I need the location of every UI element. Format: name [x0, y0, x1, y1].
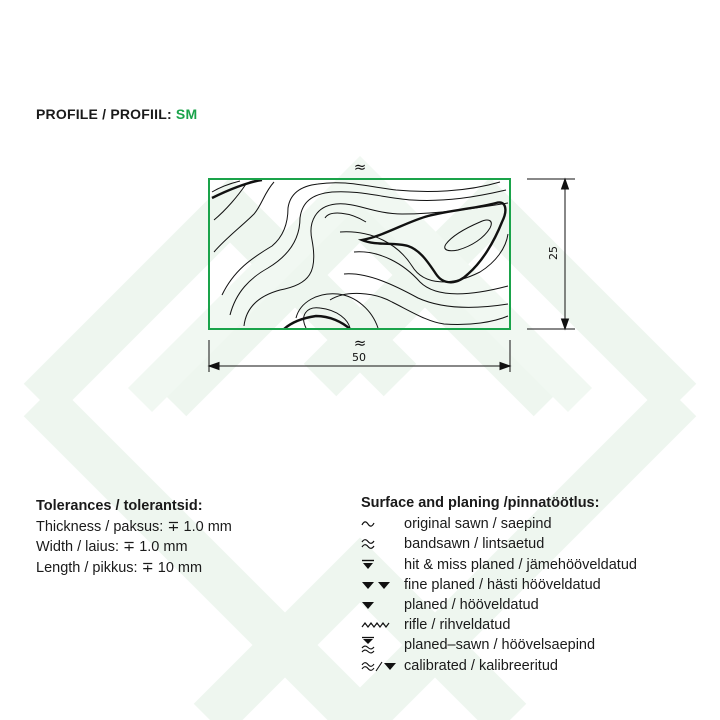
profile-label: PROFILE / PROFIIL:	[36, 106, 172, 122]
top-surface-mark: ≈	[353, 158, 367, 176]
zigzag-icon	[361, 616, 404, 634]
growth-ring-bold	[212, 180, 505, 329]
legend-label: planed–sawn / höövelsaepind	[404, 637, 596, 654]
legend-label: planed / hööveldatud	[404, 596, 539, 613]
tolerances-block	[36, 496, 232, 578]
surface-heading: Surface and planing /pinnatöötlus:	[361, 495, 600, 511]
tolerances-heading: Tolerances / tolerantsid:	[36, 498, 203, 514]
legend-row-planed	[361, 595, 637, 615]
triangle-icon	[361, 596, 404, 614]
profile-code: SM	[175, 106, 198, 122]
legend-label: original sawn / saepind	[404, 516, 552, 533]
double-tilde-icon	[361, 535, 404, 553]
legend-row-original-sawn	[361, 514, 637, 534]
profile-rectangle	[209, 179, 510, 329]
bottom-surface-mark: ≈	[353, 334, 367, 352]
wood-grain	[212, 180, 508, 328]
surface-legend	[361, 493, 637, 676]
legend-row-hit-miss	[361, 555, 637, 575]
triangle-underline-icon	[361, 556, 404, 574]
triangle-wave-icon	[361, 636, 404, 654]
legend-label: bandsawn / lintsaetud	[404, 536, 545, 553]
tolerance-width: Width / laius: ∓ 1.0 mm	[36, 539, 188, 555]
legend-label: calibrated / kalibreeritud	[404, 657, 558, 674]
legend-label: hit & miss planed / jämehööveldatud	[404, 556, 637, 573]
wave-slash-triangle-icon	[361, 657, 404, 675]
tolerance-length: Length / pikkus: ∓ 10 mm	[36, 559, 203, 576]
width-label: 50	[352, 351, 366, 364]
legend-row-calibrated	[361, 656, 637, 676]
tolerance-thickness: Thickness / paksus: ∓ 1.0 mm	[36, 518, 232, 535]
double-triangle-icon	[361, 576, 404, 594]
legend-label: fine planed / hästi hööveldatud	[404, 576, 601, 593]
legend-row-planed-sawn	[361, 635, 637, 655]
legend-row-bandsawn	[361, 534, 637, 554]
legend-row-rifle	[361, 615, 637, 635]
height-label: 25	[547, 246, 560, 260]
legend-label: rifle / rihveldatud	[404, 617, 511, 634]
tilde-icon	[361, 515, 404, 533]
legend-row-fine-planed	[361, 575, 637, 595]
